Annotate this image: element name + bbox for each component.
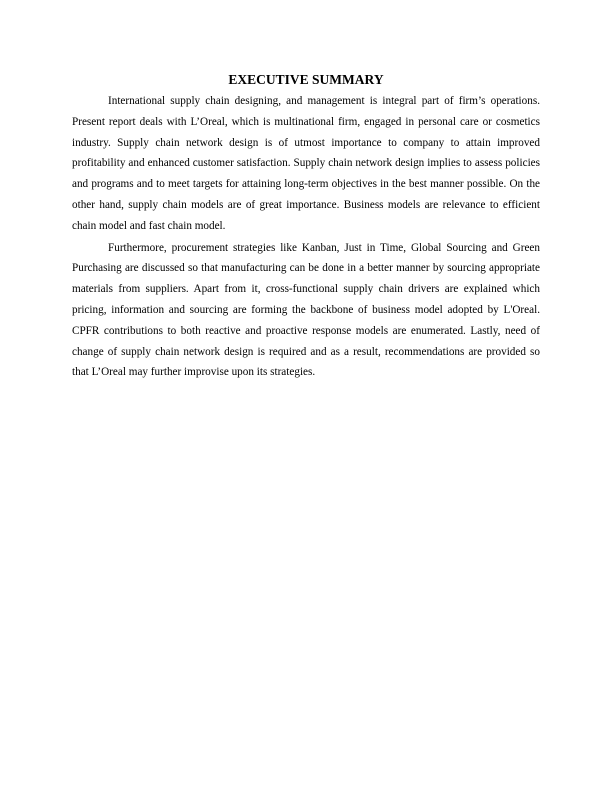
document-body <box>72 70 540 384</box>
page-title: EXECUTIVE SUMMARY <box>228 72 384 87</box>
paragraph-intro: International supply chain designing, and management is integral part of firm’s operations. Present report deals with L’Oreal, which is multinational firm, engaged in personal care or cosmetics industry. Supply chain network design is of utmost importance to company to attain improved profitability and enhanced customer satisfaction. Supply chain network design implies to assess policies and programs and to meet targets for attaining long-term objectives in the best manner possible. On the other hand, supply chain models are of great importance. Business models are relevance to efficient chain model and fast chain model. <box>72 95 540 232</box>
paragraph-procurement: Furthermore, procurement strategies like Kanban, Just in Time, Global Sourcing and Green Purchasing are discussed so that manufacturing can be done in a better manner by sourcing appropriate materials from suppliers. Apart from it, cross-functional supply chain drivers are explained which pricing, information and sourcing are forming the backbone of business model adopted by L'Oreal. CPFR contributions to both reactive and proactive response models are enumerated. Lastly, need of change of supply chain network design is required and as a result, recommendations are provided so that L’Oreal may further improvise upon its strategies. <box>72 241 540 379</box>
